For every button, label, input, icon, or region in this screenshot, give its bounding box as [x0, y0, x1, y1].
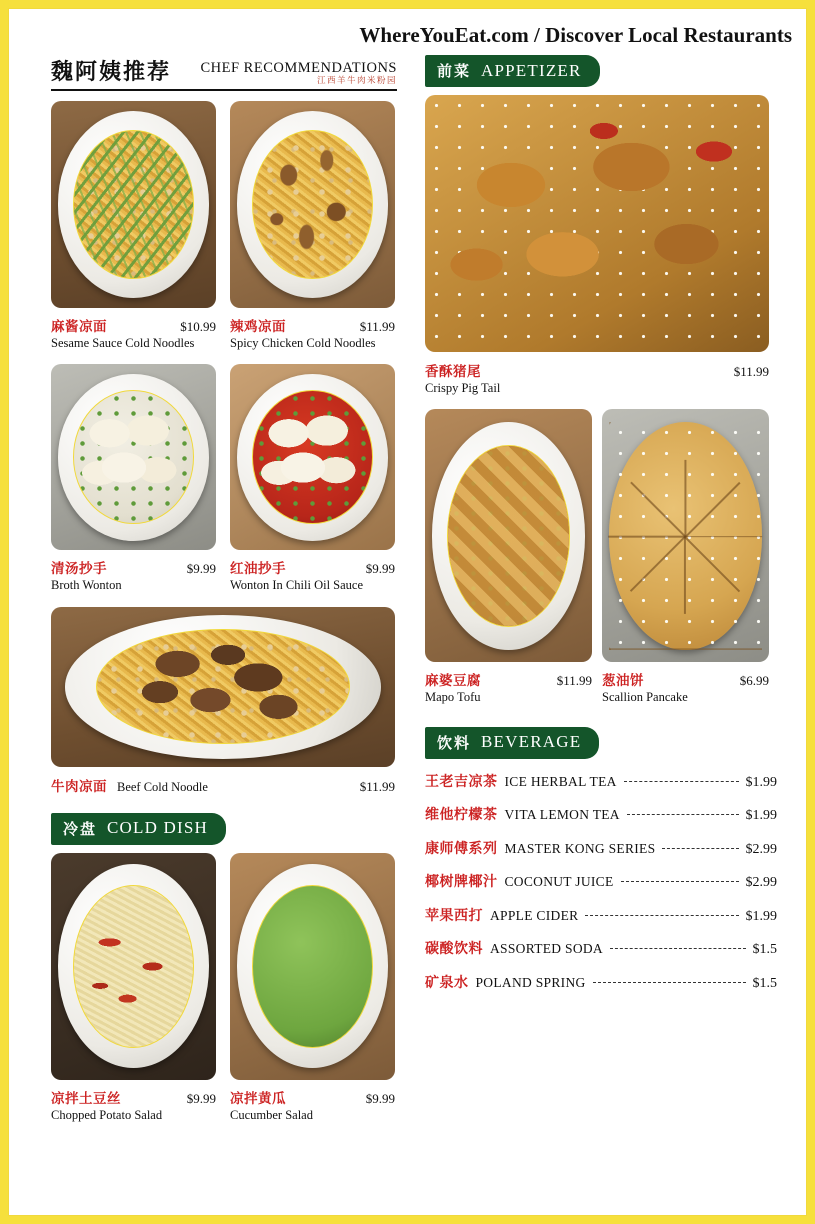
leader-dots: [621, 881, 739, 882]
dish-photo-mapo-tofu: [425, 409, 592, 662]
chef-row-1: [51, 101, 397, 350]
dish-photo-beef-cold-noodle: [51, 607, 395, 767]
pancake-shape: [609, 422, 763, 650]
item-name-en: Spicy Chicken Cold Noodles: [230, 336, 376, 350]
dish-photo-broth-wonton: [51, 364, 216, 550]
photo-art: [51, 364, 216, 550]
section-banner-appetizer: [425, 55, 600, 87]
section-banner-cn: 冷盘: [63, 819, 98, 838]
photo-art: [602, 409, 769, 662]
item-price: $11.99: [359, 778, 395, 794]
item-name-cn: 辣鸡凉面: [230, 319, 286, 335]
item-nameline: [51, 1087, 216, 1107]
menu-item-spicy-chicken-cold-noodles: [230, 101, 395, 350]
right-column: [411, 55, 806, 1215]
photo-art: [230, 853, 395, 1080]
menu-item-cucumber-salad: [230, 853, 395, 1122]
beverage-name-en: POLAND SPRING: [475, 974, 586, 990]
chef-header-subtitle: 江西羊牛肉米粉园: [316, 76, 397, 87]
item-name-cn: 凉拌黄瓜: [230, 1090, 286, 1107]
chef-recommendations-header: [51, 55, 397, 91]
beverage-price: $1.5: [752, 975, 777, 991]
section-banner-cn: 饮料: [437, 733, 472, 752]
item-name-cn: 香酥猪尾: [425, 364, 481, 380]
chef-row-2: [51, 364, 397, 592]
beverage-price: $2.99: [745, 875, 777, 891]
beverage-price: $1.99: [745, 808, 777, 824]
menu-item-beef-cold-noodle: [51, 607, 397, 795]
dish-photo-potato-salad: [51, 853, 216, 1080]
cold-dish-row: [51, 853, 397, 1122]
dish-photo-spicy-chicken-cold-noodles: [230, 101, 395, 308]
photo-art: [230, 101, 395, 308]
bowl-shape: [237, 111, 389, 297]
leader-dots: [610, 948, 746, 949]
item-price: $9.99: [365, 561, 395, 577]
leader-dots: [662, 848, 738, 849]
item-nameline: [425, 669, 592, 689]
item-name-cn: 凉拌土豆丝: [51, 1090, 121, 1107]
item-nameline: [51, 557, 216, 577]
photo-art: [51, 607, 395, 767]
beverage-price: $2.99: [745, 841, 777, 857]
item-price: $11.99: [359, 319, 395, 334]
photo-art: [425, 409, 592, 662]
noodle-food: [73, 130, 194, 279]
beverage-row: [425, 804, 777, 824]
item-name-en: Wonton In Chili Oil Sauce: [230, 578, 364, 593]
beverage-name-cn: 维他柠檬茶: [425, 807, 498, 824]
leader-dots: [624, 781, 739, 782]
beverage-name-cn: 苹果西打: [425, 907, 483, 924]
dish-photo-wonton-chili-oil: [230, 364, 395, 550]
section-banner-beverage: [425, 727, 599, 759]
dish-photo-crispy-pig-tail: [425, 95, 769, 352]
chef-header-en-wrap: [200, 61, 397, 86]
item-nameline: [51, 775, 395, 795]
beverage-price: $1.99: [745, 774, 777, 790]
item-name-en: Cucumber Salad: [230, 1107, 313, 1122]
noodle-food: [252, 130, 373, 279]
section-banner-en: COLD DISH: [107, 818, 209, 838]
dish-photo-sesame-cold-noodles: [51, 101, 216, 308]
beverage-row: [425, 871, 777, 891]
cucumber-food: [252, 885, 373, 1048]
menu-item-crispy-pig-tail: [425, 95, 776, 395]
menu-item-mapo-tofu: [425, 409, 592, 704]
leader-dots: [627, 814, 739, 815]
beverage-price: $1.99: [745, 908, 777, 924]
beverage-name-en: ASSORTED SODA: [490, 941, 603, 957]
site-watermark: WhereYouEat.com / Discover Local Restaurants: [359, 23, 792, 47]
beverage-name-en: MASTER KONG SERIES: [504, 840, 656, 856]
item-nameline: [602, 669, 769, 689]
section-banner-cold-dish: [51, 813, 226, 845]
soup-food: [252, 390, 373, 524]
item-nameline: [230, 557, 395, 577]
section-banner-en: BEVERAGE: [481, 732, 582, 752]
item-name-en: Scallion Pancake: [602, 690, 688, 705]
menu-item-sesame-cold-noodles: [51, 101, 216, 350]
bowl-shape: [237, 864, 389, 1068]
soup-food: [73, 390, 194, 524]
item-nameline: [51, 315, 216, 335]
item-price: $9.99: [186, 1090, 216, 1106]
item-price: $10.99: [180, 319, 216, 334]
beverage-name-en: APPLE CIDER: [490, 907, 579, 923]
item-name-en: Beef Cold Noodle: [117, 779, 208, 794]
bowl-shape: [58, 374, 210, 541]
leader-dots: [585, 915, 738, 916]
tofu-food: [447, 445, 570, 627]
beverage-name-cn: 康师傅系列: [425, 840, 498, 857]
photo-art: [51, 101, 216, 308]
beverage-list: [425, 771, 777, 992]
appetizer-row-2: [425, 409, 776, 704]
beverage-name-en: ICE HERBAL TEA: [504, 773, 617, 789]
menu-item-potato-salad: [51, 853, 216, 1122]
beverage-row: [425, 972, 777, 992]
beverage-row: [425, 838, 777, 858]
beverage-row: [425, 771, 777, 791]
photo-art: [230, 364, 395, 550]
beverage-name-cn: 矿泉水: [425, 974, 469, 991]
bowl-shape: [58, 864, 210, 1068]
beverage-row: [425, 938, 777, 958]
item-name-en: Broth Wonton: [51, 578, 122, 593]
item-name-cn: 葱油饼: [602, 673, 644, 690]
menu-item-scallion-pancake: [602, 409, 769, 704]
dish-photo-cucumber-salad: [230, 853, 395, 1080]
menu-columns: [9, 55, 806, 1215]
menu-item-wonton-chili-oil: [230, 364, 395, 592]
potato-food: [73, 885, 194, 1048]
beverage-row: [425, 905, 777, 925]
item-names: [51, 775, 208, 795]
bowl-shape: [58, 111, 210, 297]
photo-art: [51, 853, 216, 1080]
beverage-name-en: COCONUT JUICE: [504, 874, 614, 890]
dish-photo-scallion-pancake: [602, 409, 769, 662]
item-nameline: [230, 1087, 395, 1107]
menu-item-broth-wonton: [51, 364, 216, 592]
beverage-price: $1.5: [752, 942, 777, 958]
item-nameline: [230, 315, 395, 335]
item-price: $6.99: [739, 673, 769, 689]
item-name-en: Chopped Potato Salad: [51, 1107, 163, 1122]
pancake-wedges: [609, 422, 763, 650]
item-price: $11.99: [733, 364, 769, 379]
beverage-name-cn: 椰树牌椰汁: [425, 874, 498, 891]
chef-header-cn: 魏阿姨推荐: [51, 60, 172, 85]
item-name-en: Crispy Pig Tail: [425, 381, 501, 395]
photo-art: [425, 95, 769, 352]
beverage-name-cn: 王老吉凉茶: [425, 773, 498, 790]
menu-page: [8, 8, 807, 1216]
beverage-name-en: VITA LEMON TEA: [504, 807, 620, 823]
item-name-cn: 麻酱凉面: [51, 319, 107, 335]
item-name-cn: 清汤抄手: [51, 561, 107, 578]
bowl-shape: [432, 422, 586, 650]
item-name-cn: 麻婆豆腐: [425, 673, 481, 690]
bowl-shape: [65, 615, 381, 759]
chef-header-en: CHEF RECOMMENDATIONS: [200, 59, 397, 76]
item-name-cn: 红油抄手: [230, 561, 286, 578]
noodle-food: [96, 629, 349, 744]
section-banner-cn: 前菜: [437, 62, 472, 80]
left-column: [9, 55, 411, 1215]
leader-dots: [593, 982, 746, 983]
item-name-en: Sesame Sauce Cold Noodles: [51, 336, 195, 350]
item-nameline: [425, 360, 769, 380]
item-name-cn: 牛肉凉面: [51, 778, 107, 795]
beverage-name-cn: 碳酸饮料: [425, 941, 483, 958]
section-banner-en: APPETIZER: [481, 60, 582, 80]
item-price: $11.99: [556, 673, 592, 689]
item-price: $9.99: [186, 561, 216, 577]
bowl-shape: [237, 374, 389, 541]
item-price: $9.99: [365, 1090, 395, 1106]
item-name-en: Mapo Tofu: [425, 690, 481, 705]
